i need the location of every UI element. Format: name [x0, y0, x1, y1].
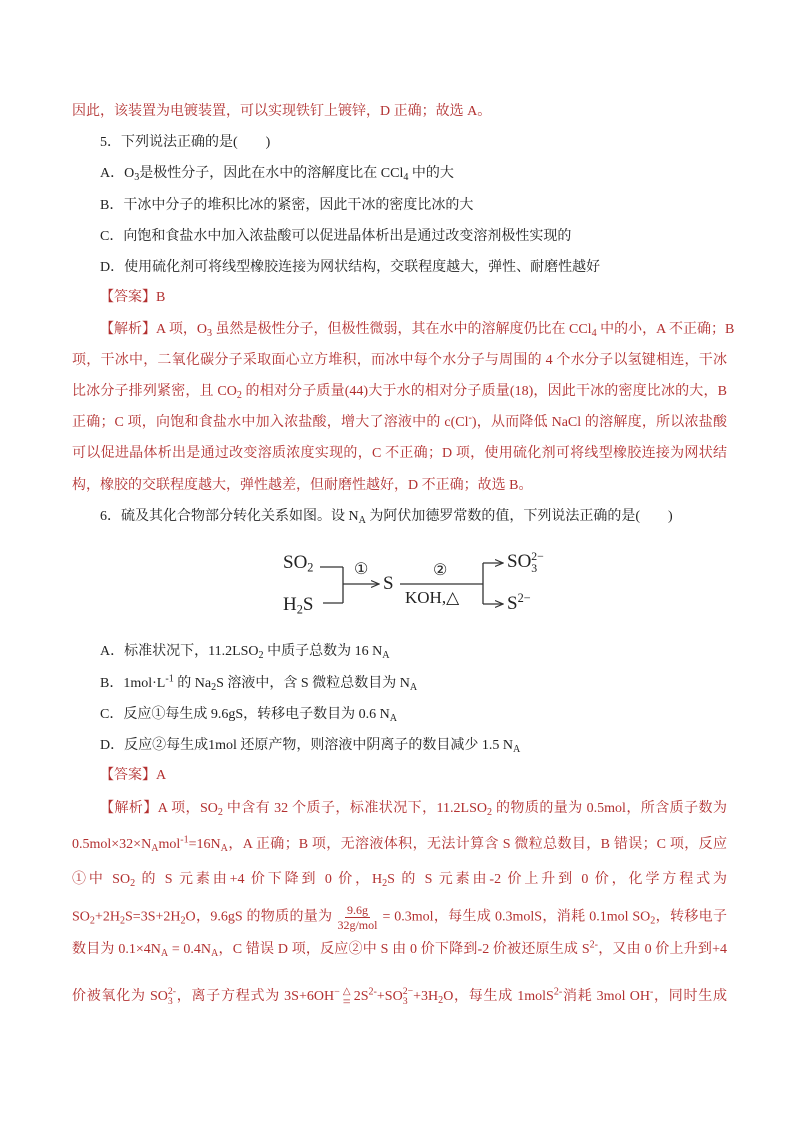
text-run: ，转移电子	[655, 909, 727, 925]
text-run: 2S	[353, 989, 369, 1004]
text-line	[72, 985, 727, 1009]
subscript: A	[151, 843, 159, 855]
subscript: A	[211, 948, 219, 960]
text-run: 的物质的量为 0.5mol，所含质子数为	[492, 801, 728, 816]
subscript: 4	[403, 172, 409, 184]
fraction-denominator: 32g/mol	[337, 918, 378, 932]
ion-subscript-charge	[403, 987, 413, 1007]
subscript: 2	[89, 915, 95, 927]
text-run: ，又由 0 价上升到+4	[598, 942, 727, 957]
ion-subscript-charge	[531, 551, 544, 575]
text-run: 因此，该装置为电镀装置，可以实现铁钉上镀锌，D 正确；故选 A。	[72, 104, 492, 119]
subscript: 2	[180, 915, 186, 927]
text-line	[100, 131, 727, 155]
diagram-product-sulfite	[507, 551, 544, 575]
text-line	[72, 903, 727, 932]
diagram-step-2-label: ②	[433, 562, 448, 579]
ion-subscript-charge	[168, 987, 176, 1007]
subscript: A	[358, 515, 366, 527]
text-run: 是极性分子，因此在水中的溶解度比在 CCl	[139, 166, 404, 181]
superscript: 2-	[589, 939, 599, 951]
text-run: ，离子方程式为 3S+6OH	[176, 989, 335, 1004]
text-line	[100, 734, 727, 758]
text-run: ①中 SO	[72, 872, 131, 887]
text-line	[100, 225, 727, 249]
text-run: mol	[158, 837, 181, 852]
text-line	[100, 703, 727, 727]
text-line	[72, 833, 727, 857]
text-run: 构，橡胶的交联程度越大，弹性越差，但耐磨性越好，D 不正确；故选 B。	[72, 478, 533, 493]
subscript: 2	[307, 560, 314, 575]
text-run: 0.5mol×32×N	[72, 837, 152, 852]
subscript: 2	[486, 807, 493, 819]
superscript: 2-	[553, 986, 563, 998]
text-run: B．干冰中分子的堆积比冰的紧密，因此干冰的密度比冰的大	[100, 198, 474, 213]
text-run: SO	[72, 909, 90, 925]
subscript: A	[160, 948, 169, 960]
subscript: 3	[402, 995, 408, 1007]
text-line	[100, 764, 727, 788]
subscript: 3	[531, 561, 538, 575]
superscript: -1	[180, 834, 189, 846]
text-line	[72, 442, 727, 466]
subscript: A	[220, 843, 228, 855]
diagram-intermediate-s: S	[383, 573, 394, 594]
text-line	[72, 380, 727, 404]
text-run: A．标准状况下，11.2LSO	[100, 644, 259, 659]
text-line	[72, 938, 727, 962]
text-run: O，9.6gS 的物质的量为	[185, 909, 333, 925]
text-run: S	[302, 594, 314, 615]
superscript: 2-	[368, 986, 377, 998]
text-run: O，每生成 1molS	[443, 989, 554, 1004]
reaction-condition-sign	[343, 986, 351, 1009]
text-run: 【答案】A	[100, 768, 167, 783]
text-run: 价被氧化为 SO	[72, 989, 168, 1004]
text-run: D．使用硫化剂可将线型橡胶连接为网状结构，交联程度越大，弹性、耐磨性越好	[100, 260, 601, 275]
text-run: = 0.4N	[168, 942, 212, 957]
text-run: 【解析】A 项，SO	[100, 801, 218, 816]
sulfur-conversion-diagram	[270, 540, 560, 625]
superscript: 2−	[517, 591, 531, 606]
text-line	[100, 286, 727, 310]
text-run: 为阿伏加德罗常数的值，下列说法正确的是( )	[365, 509, 673, 524]
text-line	[72, 349, 727, 373]
text-run: 6．硫及其化合物部分转化关系如图。设 N	[100, 509, 359, 524]
subscript: 3	[167, 995, 173, 1007]
text-run: +3H	[413, 989, 439, 1004]
superscript: -1	[165, 673, 174, 685]
text-line	[100, 797, 727, 821]
subscript: 2	[296, 602, 303, 617]
superscript: -	[649, 986, 654, 998]
text-run: B．1mol·L	[100, 676, 166, 691]
text-run: ，A 正确；B 项，无溶液体积，无法计算含 S 微粒总数目，B 错误；C 项，反应	[227, 837, 727, 852]
text-line	[100, 640, 727, 664]
text-run: ，同时生成	[653, 989, 728, 1004]
text-run: = 0.3mol，每生成 0.3molS，消耗 0.1mol SO	[382, 909, 651, 925]
text-run: 中含有 32 个质子，标准状况下，11.2LSO	[222, 801, 487, 816]
superscript: 2−	[531, 550, 544, 563]
subscript: 2	[438, 995, 444, 1007]
text-run: 正确；C 项，向饱和食盐水中加入浓盐酸，增大了溶液中的 c(Cl	[72, 415, 469, 430]
text-run: 项，干冰中，二氧化碳分子采取面心立方堆积，而冰中每个水分子与周围的 4 个水分子以氢键相连，干冰	[72, 353, 727, 368]
text-run: 中的大	[408, 166, 454, 181]
text-run: S	[507, 593, 518, 614]
text-run: SO	[507, 551, 532, 573]
superscript: -	[468, 412, 472, 424]
text-line	[100, 256, 727, 280]
text-run: D．反应②每生成1mol 还原产物，则溶液中阴离子的数目减少 1.5 N	[100, 738, 513, 753]
text-run: S 溶液中，含 S 微粒总数目为 N	[216, 676, 410, 691]
text-run: +SO	[376, 989, 403, 1004]
superscript: 2−	[402, 985, 414, 997]
superscript: 2-	[167, 985, 177, 997]
subscript: 2	[650, 915, 656, 927]
subscript: A	[389, 713, 398, 725]
subscript: 3	[206, 328, 212, 340]
text-run: A．O	[100, 166, 135, 181]
subscript: 2	[382, 878, 388, 890]
text-run: C．向饱和食盐水中加入浓盐酸可以促进晶体析出是通过改变溶剂极性实现的	[100, 229, 572, 244]
text-line	[100, 672, 727, 696]
text-run: =16N	[188, 837, 221, 852]
text-run: 的 S 元素由+4 价下降到 0 价，H	[135, 872, 383, 887]
text-run: S 的 S 元素由-2 价上升到 0 价，化学方程式为	[387, 872, 727, 887]
subscript: 2	[211, 682, 217, 694]
subscript: 2	[130, 878, 136, 890]
text-run: 中的小，A 不正确；B	[596, 322, 735, 337]
text-run: 【答案】B	[100, 290, 166, 305]
fraction	[335, 903, 379, 932]
subscript: 2	[236, 390, 242, 402]
text-run: H	[283, 594, 297, 615]
equals-sign: =	[342, 995, 351, 1010]
text-line	[72, 868, 727, 892]
text-run: 数目为 0.1×4N	[72, 942, 161, 957]
diagram-step-1-label: ①	[354, 561, 369, 578]
superscript: −	[334, 986, 340, 998]
text-run: ，C 错误 D 项，反应②中 S 由 0 价下降到-2 价被还原生成 S	[218, 942, 590, 957]
text-line	[72, 100, 727, 124]
text-run: )，从而降低 NaCl 的溶解度，所以浓盐酸	[471, 415, 727, 430]
text-run: 的 Na	[173, 676, 212, 691]
subscript: 2	[258, 650, 264, 662]
text-line	[100, 318, 735, 342]
diagram-reactant-so2	[283, 552, 313, 574]
text-run: C．反应①每生成 9.6gS，转移电子数目为 0.6 N	[100, 707, 390, 722]
text-line	[100, 162, 727, 186]
diagram-reactant-h2s	[283, 594, 313, 616]
text-run: S=3S+2H	[125, 909, 181, 925]
subscript: 4	[591, 328, 597, 340]
text-run: 5．下列说法正确的是( )	[100, 135, 271, 150]
text-line	[100, 194, 727, 218]
subscript: A	[513, 744, 521, 756]
text-run: 可以促进晶体析出是通过改变溶质浓度实现的，C 不正确；D 项，使用硫化剂可将线型橡胶连接为网状结	[72, 446, 727, 461]
text-run: 消耗 3mol OH	[562, 989, 650, 1004]
text-run: 的相对分子质量(44)大于水的相对分子质量(18)，因此干冰的密度比冰的大，B	[241, 384, 727, 399]
fraction-numerator: 9.6g	[346, 903, 368, 917]
text-run: 比冰分子排列紧密，且 CO	[72, 384, 237, 399]
subscript: 2	[217, 807, 223, 819]
subscript: 3	[134, 172, 140, 184]
subscript: A	[382, 650, 390, 662]
text-run: SO	[283, 552, 308, 573]
subscript: A	[409, 682, 418, 694]
text-run: +2H	[94, 909, 120, 925]
text-run: 中质子总数为 16 N	[263, 644, 383, 659]
text-line	[72, 474, 727, 498]
diagram-product-sulfide	[507, 593, 531, 615]
reaction-condition: △	[342, 986, 351, 997]
text-line	[100, 505, 727, 529]
text-run: 【解析】A 项，O	[100, 322, 207, 337]
text-run: 虽然是极性分子，但极性微弱，其在水中的溶解度仍比在 CCl	[212, 322, 592, 337]
subscript: 2	[119, 915, 126, 927]
diagram-reaction-condition: KOH,△	[405, 588, 460, 607]
text-line	[72, 411, 727, 435]
